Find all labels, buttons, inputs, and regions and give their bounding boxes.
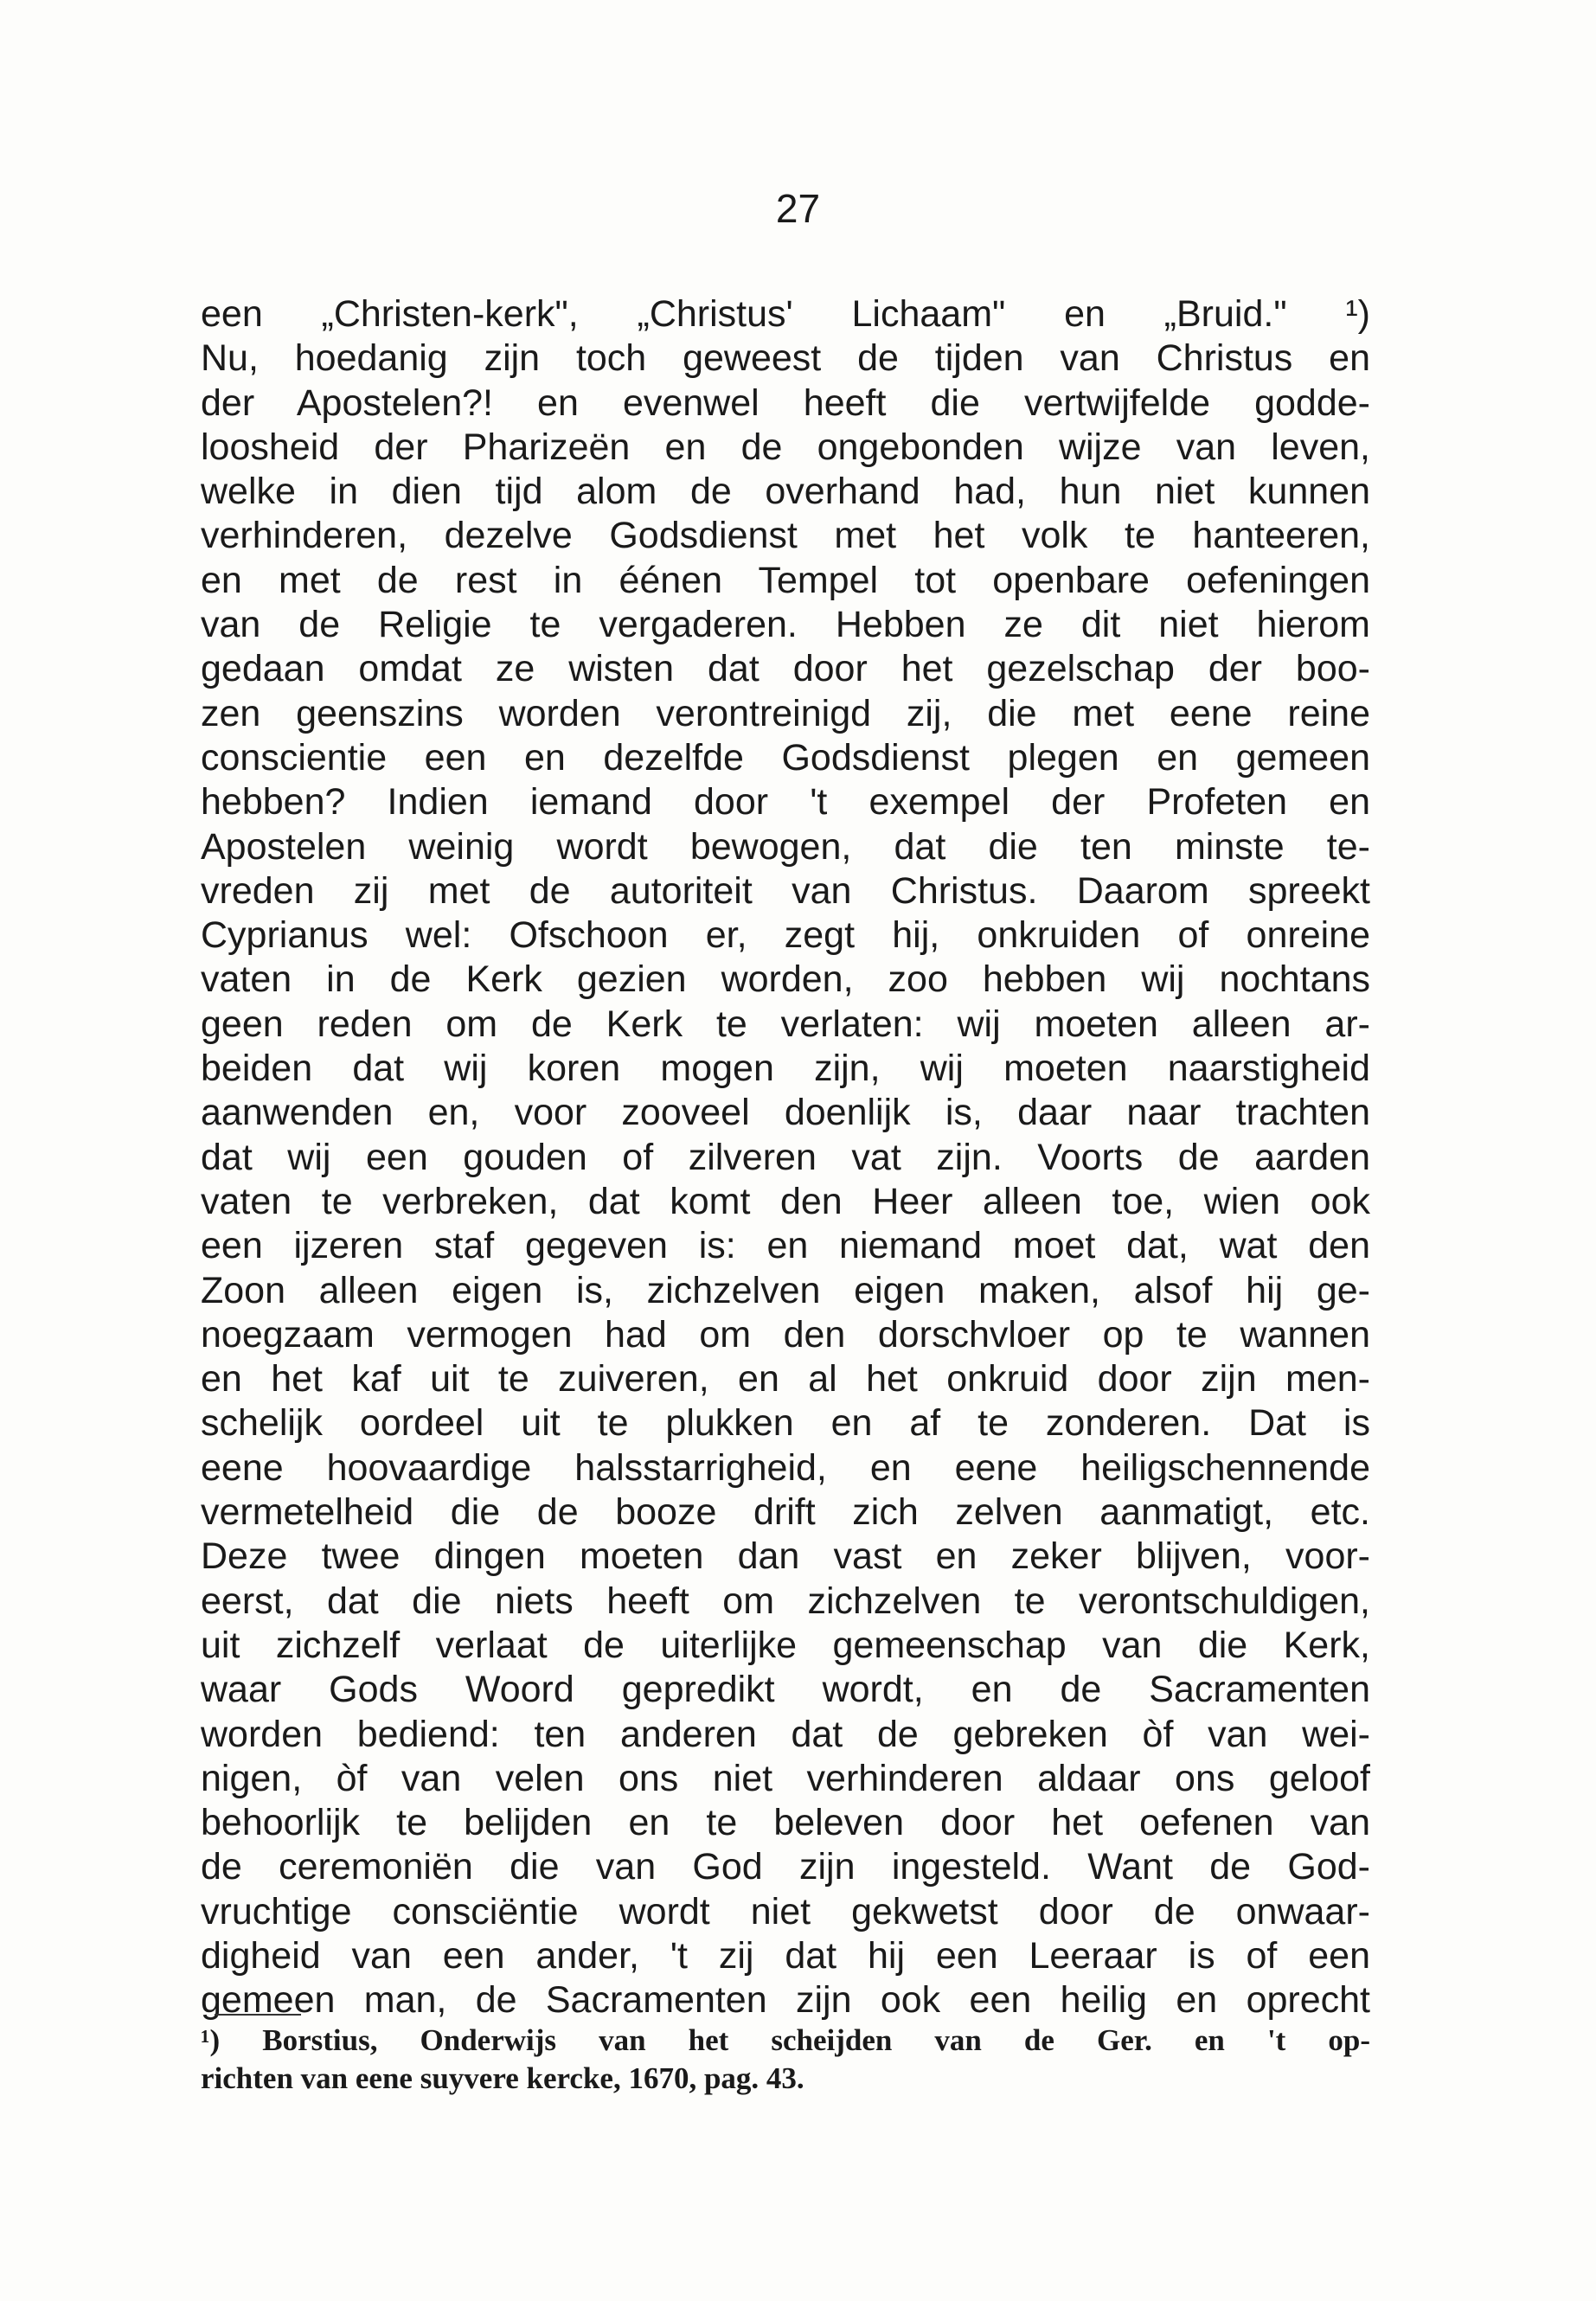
text-line: noegzaam vermogen had om den dorschvloer op te wannen: [201, 1313, 1370, 1356]
text-line: eerst, dat die niets heeft om zichzelven te verontschuldigen,: [201, 1580, 1370, 1622]
text-line: geen reden om de Kerk te verlaten: wij moeten alleen ar-: [201, 1003, 1370, 1045]
text-line: verhinderen, dezelve Godsdienst met het volk te hanteeren,: [201, 515, 1370, 557]
text-line: eene hoovaardige halsstarrigheid, en eene heiligschennende: [201, 1446, 1370, 1489]
footnote: [201, 2022, 1370, 2098]
text-line: een „Christen-kerk", „Christus' Lichaam" en „Bruid." ¹): [201, 293, 1370, 335]
text-line: vruchtige consciëntie wordt niet gekwetst door de onwaar-: [201, 1890, 1370, 1932]
footnote-line: [201, 2022, 1370, 2060]
text-line: uit zichzelf verlaat de uiterlijke gemeenschap van die Kerk,: [201, 1624, 1370, 1666]
footnote-marker: ¹): [201, 2023, 221, 2057]
footnote-divider: [215, 2014, 301, 2016]
text-line: hebben? Indien iemand door 't exempel der Profeten en: [201, 781, 1370, 824]
text-line: Cyprianus wel: Ofschoon er, zegt hij, onkruiden of onreine: [201, 914, 1370, 957]
text-line: Apostelen weinig wordt bewogen, dat die ten minste te-: [201, 825, 1370, 868]
text-line: nigen, òf van velen ons niet verhinderen aldaar ons geloof: [201, 1757, 1370, 1799]
text-line: vaten in de Kerk gezien worden, zoo hebben wij nochtans: [201, 958, 1370, 1001]
text-line: een ijzeren staf gegeven is: en niemand moet dat, wat den: [201, 1225, 1370, 1267]
text-line: der Apostelen?! en evenwel heeft die vertwijfelde godde-: [201, 381, 1370, 424]
text-line: Zoon alleen eigen is, zichzelven eigen maken, alsof hij ge-: [201, 1269, 1370, 1311]
text-line: dat wij een gouden of zilveren vat zijn. Voorts de aarden: [201, 1136, 1370, 1178]
footnote-text: Borstius, Onderwijs van het scheijden van de Ger. en 't op-: [262, 2023, 1371, 2057]
text-line: vaten te verbreken, dat komt den Heer alleen toe, wien ook: [201, 1180, 1370, 1222]
text-line: waar Gods Woord gepredikt wordt, en de Sacramenten: [201, 1669, 1370, 1711]
text-line: vermetelheid die de booze drift zich zelven aanmatigt, etc.: [201, 1491, 1370, 1534]
text-line: vreden zij met de autoriteit van Christus. Daarom spreekt: [201, 869, 1370, 912]
text-line: beiden dat wij koren mogen zijn, wij moeten naarstigheid: [201, 1048, 1370, 1090]
text-line: aanwenden en, voor zooveel doenlijk is, daar naar trachten: [201, 1092, 1370, 1134]
text-line: en met de rest in éénen Tempel tot openbare oefeningen: [201, 559, 1370, 601]
text-line: welke in dien tijd alom de overhand had, hun niet kunnen: [201, 471, 1370, 513]
text-line: gemeen man, de Sacramenten zijn ook een heilig en oprecht: [201, 1979, 1370, 2022]
text-line: conscientie een en dezelfde Godsdienst plegen en gemeen: [201, 736, 1370, 779]
footnote-line: richten van eene suyvere kercke, 1670, pag. 43.: [201, 2061, 804, 2095]
text-line: de ceremoniën die van God zijn ingesteld. Want de God-: [201, 1846, 1370, 1888]
page-number: 27: [775, 186, 821, 231]
text-line: loosheid der Pharizeën en de ongebonden wijze van leven,: [201, 426, 1370, 468]
text-line: gedaan omdat ze wisten dat door het gezelschap der boo-: [201, 648, 1370, 690]
text-line: behoorlijk te belijden en te beleven door het oefenen van: [201, 1802, 1370, 1844]
text-line: Nu, hoedanig zijn toch geweest de tijden van Christus en: [201, 337, 1370, 380]
body-text: [201, 292, 1370, 2023]
text-line: van de Religie te vergaderen. Hebben ze dit niet hierom: [201, 604, 1370, 646]
text-line: schelijk oordeel uit te plukken en af te zonderen. Dat is: [201, 1402, 1370, 1445]
text-line: zen geenszins worden verontreinigd zij, die met eene reine: [201, 692, 1370, 734]
text-line: en het kaf uit te zuiveren, en al het onkruid door zijn men-: [201, 1358, 1370, 1400]
text-line: worden bediend: ten anderen dat de gebreken òf van wei-: [201, 1713, 1370, 1755]
text-line: digheid van een ander, 't zij dat hij een Leeraar is of een: [201, 1934, 1370, 1977]
text-line: Deze twee dingen moeten dan vast en zeker blijven, voor-: [201, 1535, 1370, 1578]
